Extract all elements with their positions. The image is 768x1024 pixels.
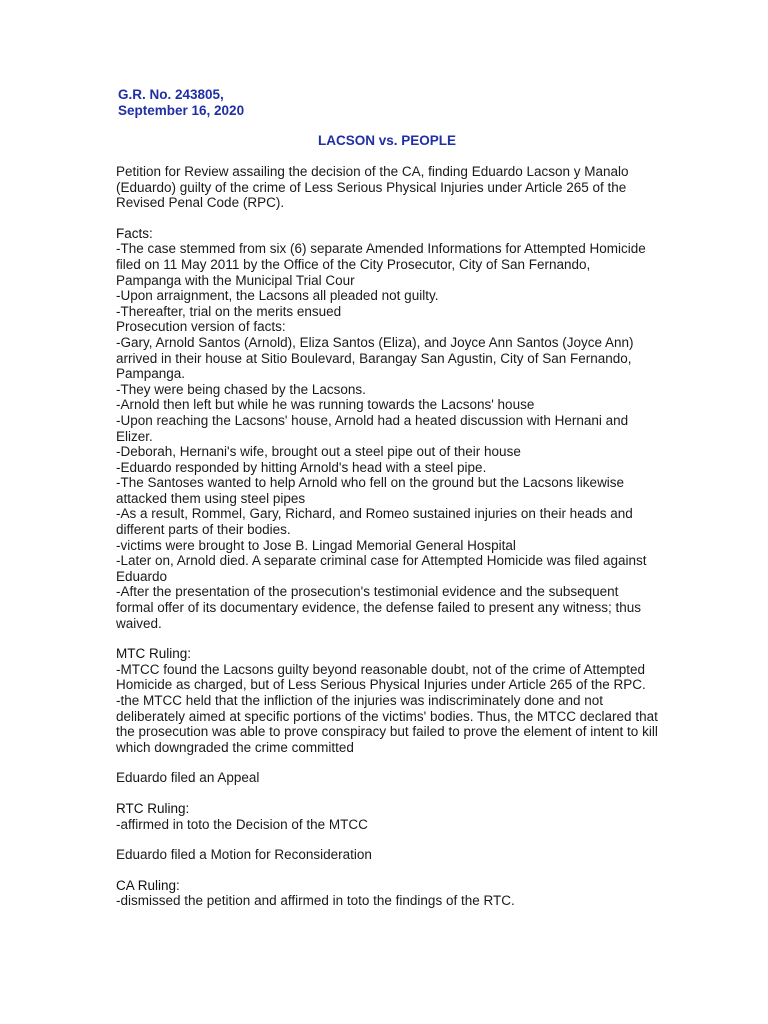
ca-section [116, 878, 658, 909]
mtc-heading: MTC Ruling: [116, 646, 192, 662]
facts-line: -Thereafter, trial on the merits ensued [116, 303, 342, 319]
facts-line: -The case stemmed from six (6) separate Amended Informations for Attempted Homicide filed on 11 May 2011 by the Office of the City Prosecutor, City of San Fernando, Pampanga with the Municipal Trial Cour [116, 241, 646, 288]
intro-paragraph: Petition for Review assailing the decision of the CA, finding Eduardo Lacson y Manalo (Eduardo) guilty of the crime of Less Serious Physical Injuries under Article 265 of the Revised Penal Code (RPC). [116, 164, 629, 211]
case-date: September 16, 2020 [118, 103, 245, 118]
facts-line: -Eduardo responded by hitting Arnold's head with a steel pipe. [116, 459, 487, 475]
facts-line: -Deborah, Hernani's wife, brought out a steel pipe out of their house [116, 444, 521, 460]
facts-line: -Upon arraignment, the Lacsons all pleaded not guilty. [116, 288, 439, 304]
facts-line: -They were being chased by the Lacsons. [116, 381, 366, 397]
facts-line: -Later on, Arnold died. A separate criminal case for Attempted Homicide was filed against Eduardo [116, 553, 647, 584]
facts-heading: Facts: [116, 225, 153, 241]
facts-line: -After the presentation of the prosecution's testimonial evidence and the subsequent formal offer of its documentary evidence, the defense failed to present any witness; thus waived. [116, 584, 642, 631]
case-title: LACSON vs. PEOPLE [317, 133, 457, 148]
mtc-line: -the MTCC held that the infliction of the injuries was indiscriminately done and not deliberately aimed at specific portions of the victims' bodies. Thus, the MTCC declared that the prosecution was able to prove conspiracy but failed to prove the element of intent to kill which downgraded the crime committed [116, 693, 658, 755]
mtc-section [116, 646, 658, 755]
facts-line: -Upon reaching the Lacsons' house, Arnold had a heated discussion with Hernani and Elizer. [116, 412, 629, 444]
facts-line: -Arnold then left but while he was running towards the Lacsons' house [116, 397, 535, 413]
reconsideration-note: Eduardo filed a Motion for Reconsideration [116, 847, 372, 863]
ca-heading: CA Ruling: [116, 877, 180, 893]
case-number: G.R. No. 243805, [118, 87, 224, 102]
facts-line: -victims were brought to Jose B. Lingad Memorial General Hospital [116, 537, 516, 553]
facts-section [116, 226, 658, 631]
rtc-heading: RTC Ruling: [116, 800, 190, 816]
facts-line: -Gary, Arnold Santos (Arnold), Eliza Santos (Eliza), and Joyce Ann Santos (Joyce Ann) arrived in their house at Sitio Boulevard, Barangay San Agustin, City of San Fernando, Pampanga. [116, 334, 634, 382]
rtc-line: -affirmed in toto the Decision of the MTCC [116, 816, 368, 832]
mtc-line: -MTCC found the Lacsons guilty beyond reasonable doubt, not of the crime of Attempted Homicide as charged, but of Less Serious Physical Injuries under Article 265 of the RPC. [116, 661, 646, 693]
facts-line: Prosecution version of facts: [116, 319, 286, 335]
appeal-note: Eduardo filed an Appeal [116, 770, 260, 786]
facts-line: -The Santoses wanted to help Arnold who fell on the ground but the Lacsons likewise attacked them using steel pipes [116, 475, 625, 506]
ca-line: -dismissed the petition and affirmed in toto the findings of the RTC. [116, 893, 515, 909]
facts-line: -As a result, Rommel, Gary, Richard, and Romeo sustained injuries on their heads and different parts of their bodies. [116, 506, 633, 538]
rtc-section [116, 801, 658, 832]
